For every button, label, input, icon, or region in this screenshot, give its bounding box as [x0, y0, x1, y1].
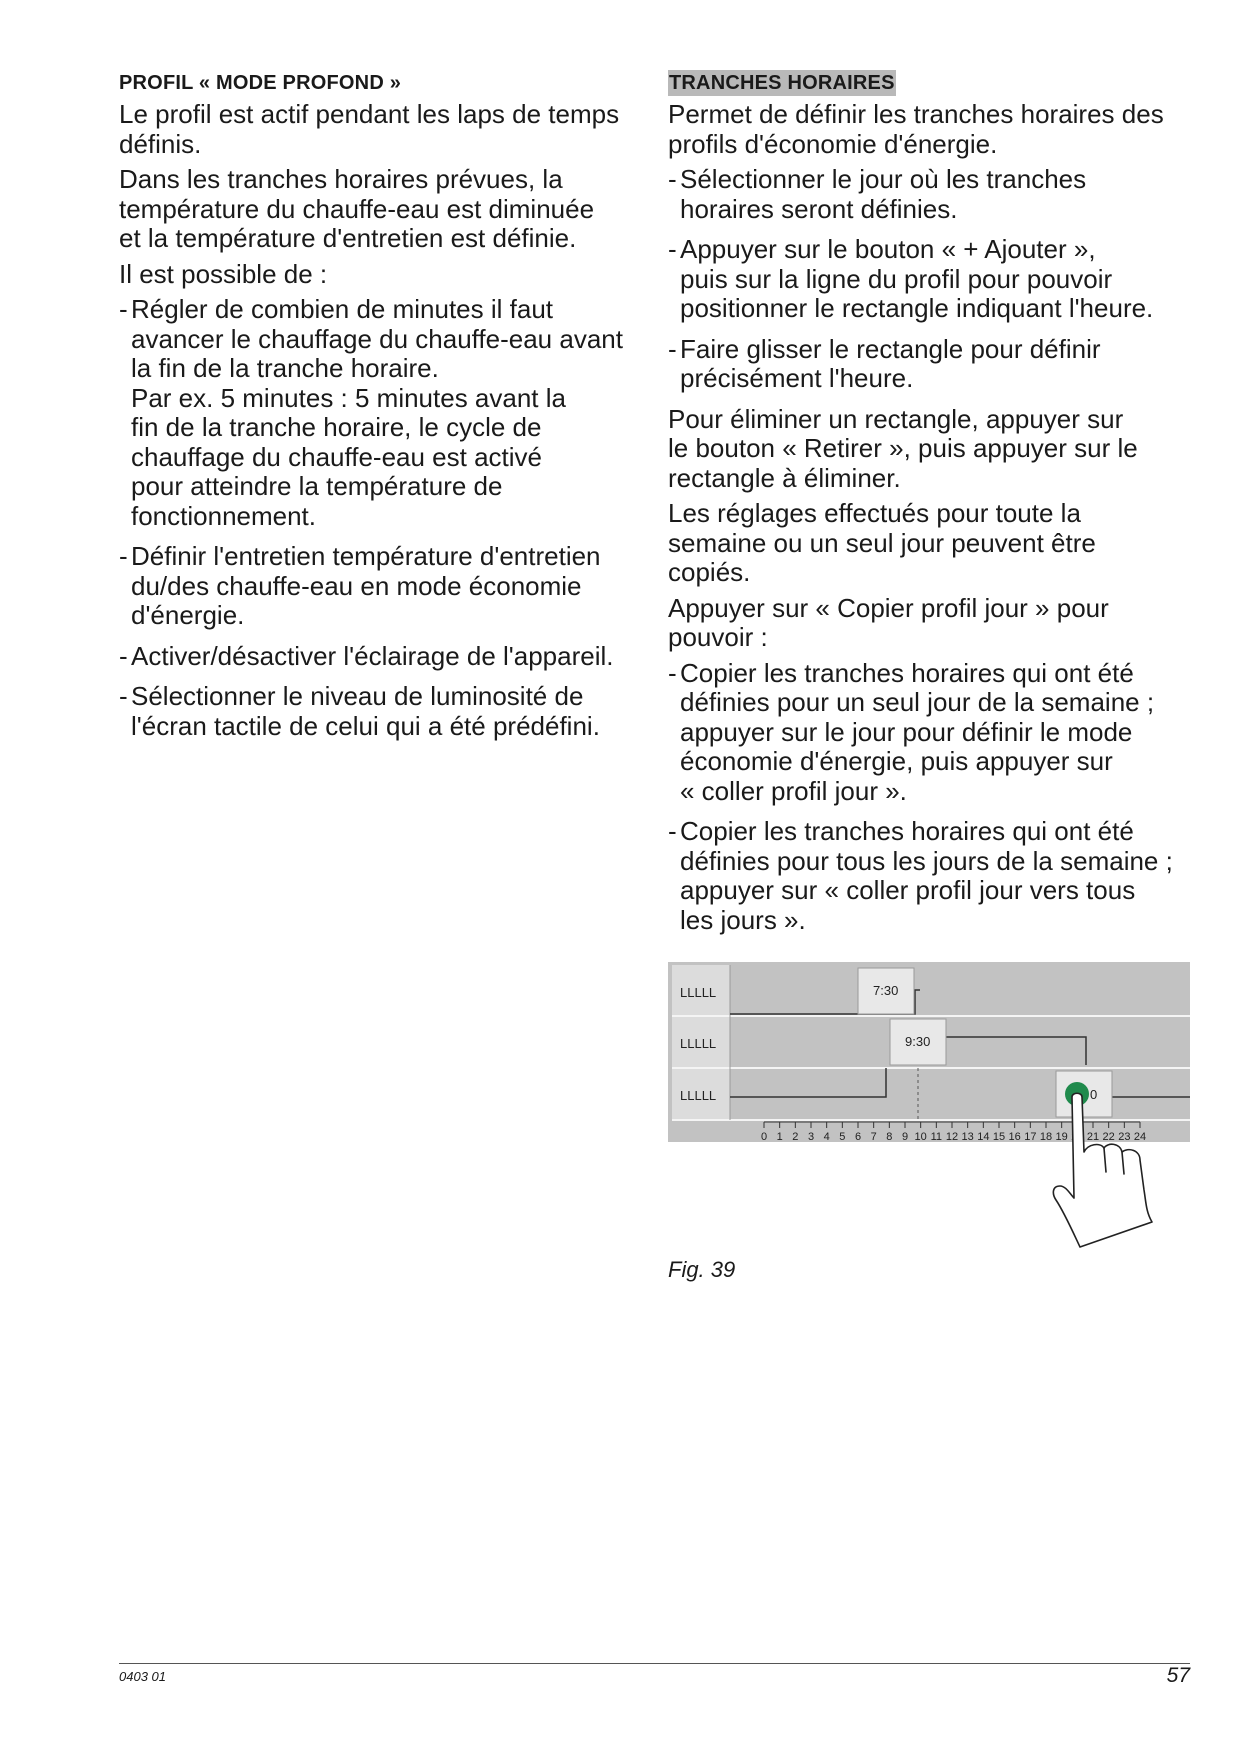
bullet-dash: -: [668, 333, 677, 364]
section-heading-profil: PROFIL « MODE PROFOND »: [119, 72, 402, 94]
text-line: copiés.: [668, 557, 751, 587]
bullet-item: [119, 642, 644, 672]
text-line: horaires seront définies.: [680, 193, 958, 224]
paragraph: [119, 260, 644, 290]
bullet-item: [119, 682, 644, 741]
schedule-figure: [668, 962, 1190, 1252]
time-label: 9:30: [905, 1034, 931, 1049]
axis-tick-label: 3: [807, 1131, 815, 1143]
bullet-dash: -: [668, 164, 677, 194]
axis-tick-label: 13: [961, 1131, 974, 1143]
axis-tick-label: 21: [1086, 1131, 1100, 1143]
bullet-dash: -: [119, 640, 128, 671]
schedule-illustration: [668, 962, 1190, 1252]
text-line: Définir l'entretien température d'entretien: [131, 541, 601, 571]
text-line: définies pour tous les jours de la semaine ;: [680, 845, 1173, 876]
text-line: et la température d'entretien est définie.: [119, 223, 577, 253]
bullet-item: [668, 659, 1198, 807]
text-line: positionner le rectangle indiquant l'heure.: [680, 293, 1154, 323]
axis-tick-label: 24: [1133, 1131, 1147, 1143]
text-line: précisément l'heure.: [680, 363, 914, 393]
bullet-dash: -: [668, 234, 677, 264]
bullet-dash: -: [119, 681, 128, 711]
text-line: Faire glisser le rectangle pour définir: [680, 333, 1101, 364]
text-line: du/des chauffe-eau en mode économie: [131, 570, 582, 601]
axis-tick-label: 1: [776, 1131, 783, 1143]
text-line: Pour éliminer un rectangle, appuyer sur: [668, 403, 1124, 434]
bullet-dash: -: [119, 294, 128, 324]
axis-tick-label: 14: [977, 1131, 990, 1143]
figure-caption: Fig. 39: [668, 1257, 736, 1282]
footer-divider: [119, 1663, 1190, 1664]
text-line: Les réglages effectués pour toute la: [668, 498, 1081, 528]
text-line: Le profil est actif pendant les laps de temps: [119, 99, 620, 129]
bullet-dash: -: [668, 657, 677, 688]
heading-highlight: TRANCHES HORAIRES: [669, 72, 895, 94]
page-number: 57: [1166, 1664, 1190, 1687]
bullet-dash: -: [668, 816, 677, 846]
time-label: 7:30: [873, 983, 899, 998]
text-line: puis sur la ligne du profil pour pouvoir: [680, 263, 1113, 294]
text-line: fonctionnement.: [131, 500, 317, 531]
axis-tick-label: 8: [886, 1131, 893, 1143]
axis-tick-label: 0: [760, 1131, 768, 1143]
text-line: Dans les tranches horaires prévues, la: [119, 164, 563, 194]
text-line: profils d'économie d'énergie.: [668, 128, 998, 159]
bullet-item: [119, 542, 644, 631]
paragraph: [668, 499, 1198, 588]
time-label: 0: [1090, 1087, 1098, 1102]
axis-tick-label: 19: [1055, 1131, 1068, 1143]
text-line: avancer le chauffage du chauffe-eau avant: [131, 323, 623, 354]
text-line: la fin de la tranche horaire.: [131, 353, 439, 383]
text-line: Par ex. 5 minutes : 5 minutes avant la: [131, 382, 566, 413]
text-line: Sélectionner le niveau de luminosité de: [131, 681, 584, 711]
bullet-item: [668, 335, 1198, 394]
axis-tick-label: 9: [901, 1131, 909, 1143]
axis-tick-label: 11: [930, 1131, 943, 1143]
text-line: « coller profil jour ».: [680, 775, 907, 806]
axis-tick-label: 10: [914, 1131, 927, 1143]
axis-tick-label: 17: [1024, 1131, 1037, 1143]
row-label[interactable]: LLLLL: [680, 1088, 717, 1103]
text-line: pouvoir :: [668, 622, 768, 652]
text-line: fin de la tranche horaire, le cycle de: [131, 412, 542, 442]
axis-tick-label: 15: [992, 1131, 1006, 1143]
section-heading-tranches: [668, 70, 1198, 96]
left-column: [119, 70, 644, 752]
bullet-item: [668, 235, 1198, 324]
bullet-list: [668, 165, 1198, 394]
axis-tick-label: 4: [823, 1131, 830, 1143]
text-line: définies pour un seul jour de la semaine ;: [680, 687, 1155, 717]
text-line: les jours ».: [680, 904, 806, 935]
text-line: semaine ou un seul jour peuvent être: [668, 527, 1096, 558]
axis-tick-label: 16: [1008, 1131, 1021, 1143]
bullet-list: [119, 295, 644, 741]
bullet-item: [668, 817, 1198, 935]
axis-tick-label: 23: [1118, 1131, 1131, 1143]
row-label[interactable]: LLLLL: [680, 985, 717, 1000]
paragraph: [668, 594, 1198, 653]
axis-tick-label: 12: [945, 1131, 959, 1143]
text-line: Permet de définir les tranches horaires des: [668, 99, 1164, 129]
text-line: d'énergie.: [131, 600, 245, 630]
text-line: température du chauffe-eau est diminuée: [119, 193, 595, 224]
bullet-item: [119, 295, 644, 531]
bullet-list: [668, 659, 1198, 936]
paragraph: [119, 100, 644, 159]
bullet-dash: -: [119, 541, 128, 571]
text-line: appuyer sur le jour pour définir le mode: [680, 716, 1133, 747]
right-column: [668, 70, 1198, 946]
text-line: économie d'énergie, puis appuyer sur: [680, 746, 1113, 776]
text-line: Copier les tranches horaires qui ont été: [680, 657, 1134, 688]
text-line: chauffage du chauffe-eau est activé: [131, 441, 543, 472]
paragraph: [668, 100, 1198, 159]
text-line: rectangle à éliminer.: [668, 462, 901, 493]
text-line: Sélectionner le jour où les tranches: [680, 164, 1087, 194]
axis-tick-label: 5: [839, 1131, 846, 1143]
text-line: Appuyer sur « Copier profil jour » pour: [668, 592, 1109, 623]
paragraph: [668, 405, 1198, 494]
text-line: Régler de combien de minutes il faut: [131, 294, 554, 324]
bullet-item: [668, 165, 1198, 224]
axis-tick-label: 6: [854, 1131, 862, 1143]
text-line: l'écran tactile de celui qui a été prédéfini.: [131, 710, 600, 741]
text-line: Appuyer sur le bouton « + Ajouter »,: [680, 234, 1096, 264]
axis-tick-label: 22: [1102, 1131, 1115, 1143]
axis-tick-label: 2: [792, 1131, 799, 1143]
text-line: Copier les tranches horaires qui ont été: [680, 816, 1134, 846]
text-line: pour atteindre la température de: [131, 471, 503, 501]
text-line: définis.: [119, 128, 202, 159]
axis-tick-label: 7: [870, 1131, 877, 1143]
document-code: 0403 01: [119, 1669, 166, 1684]
text-line: Il est possible de :: [119, 258, 328, 289]
text-line: le bouton « Retirer », puis appuyer sur le: [668, 433, 1138, 463]
axis-tick-label: 18: [1039, 1131, 1053, 1143]
text-line: appuyer sur « coller profil jour vers tous: [680, 875, 1136, 905]
text-line: Activer/désactiver l'éclairage de l'appareil.: [131, 640, 614, 671]
paragraph: [119, 165, 644, 254]
row-label[interactable]: LLLLL: [680, 1036, 717, 1051]
